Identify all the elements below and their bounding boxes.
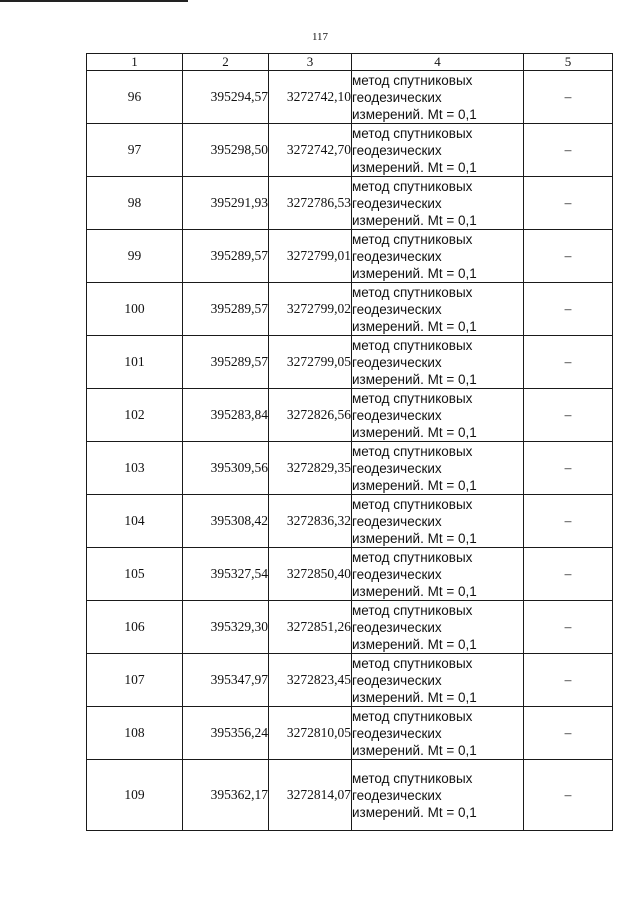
method-line: геодезических	[352, 301, 442, 317]
method-line: геодезических	[352, 142, 442, 158]
method-line: измерений. Mt = 0,1	[352, 636, 477, 652]
table-row	[87, 336, 613, 389]
coordinate-x: 395289,57	[183, 230, 269, 283]
column-header-3: 3	[269, 54, 352, 71]
method-line: геодезических	[352, 672, 442, 688]
note-dash: –	[524, 71, 613, 124]
method-line: измерений. Mt = 0,1	[352, 371, 477, 387]
coordinate-y: 3272826,56	[269, 389, 352, 442]
method-line: геодезических	[352, 248, 442, 264]
coordinate-y: 3272742,10	[269, 71, 352, 124]
method-description	[352, 71, 524, 124]
method-line: измерений. Mt = 0,1	[352, 530, 477, 546]
method-line: метод спутниковых	[352, 231, 473, 247]
scan-edge-mark	[0, 0, 188, 2]
table-row	[87, 283, 613, 336]
page-number: 117	[311, 31, 329, 43]
column-header-5: 5	[524, 54, 613, 71]
column-header-4: 4	[352, 54, 524, 71]
method-line: метод спутниковых	[352, 770, 473, 786]
table-row	[87, 389, 613, 442]
coordinate-y: 3272810,05	[269, 707, 352, 760]
table-row	[87, 177, 613, 230]
coordinate-x: 395308,42	[183, 495, 269, 548]
table-row	[87, 495, 613, 548]
coordinate-y: 3272742,70	[269, 124, 352, 177]
method-line: геодезических	[352, 725, 442, 741]
method-line: измерений. Mt = 0,1	[352, 318, 477, 334]
note-dash: –	[524, 124, 613, 177]
point-number: 97	[87, 124, 183, 177]
table-row	[87, 442, 613, 495]
note-dash: –	[524, 495, 613, 548]
method-line: геодезических	[352, 195, 442, 211]
note-dash: –	[524, 389, 613, 442]
coordinate-y: 3272829,35	[269, 442, 352, 495]
table-body	[87, 71, 613, 831]
header-row	[87, 54, 613, 71]
table-header	[87, 54, 613, 71]
note-dash: –	[524, 177, 613, 230]
column-header-2: 2	[183, 54, 269, 71]
coordinate-y: 3272786,53	[269, 177, 352, 230]
coordinate-y: 3272799,05	[269, 336, 352, 389]
coordinate-x: 395347,97	[183, 654, 269, 707]
method-description	[352, 548, 524, 601]
method-description	[352, 283, 524, 336]
table-row	[87, 601, 613, 654]
coordinate-x: 395356,24	[183, 707, 269, 760]
method-line: метод спутниковых	[352, 125, 473, 141]
method-description	[352, 760, 524, 831]
method-line: измерений. Mt = 0,1	[352, 804, 477, 820]
coordinate-x: 395289,57	[183, 336, 269, 389]
point-number: 107	[87, 654, 183, 707]
point-number: 109	[87, 760, 183, 831]
method-line: измерений. Mt = 0,1	[352, 583, 477, 599]
method-line: метод спутниковых	[352, 549, 473, 565]
coordinate-y: 3272799,02	[269, 283, 352, 336]
point-number: 101	[87, 336, 183, 389]
method-line: метод спутниковых	[352, 72, 473, 88]
coordinate-x: 395283,84	[183, 389, 269, 442]
method-line: геодезических	[352, 787, 442, 803]
table-row	[87, 654, 613, 707]
point-number: 102	[87, 389, 183, 442]
coordinate-x: 395294,57	[183, 71, 269, 124]
method-description	[352, 124, 524, 177]
coordinate-x: 395291,93	[183, 177, 269, 230]
method-line: измерений. Mt = 0,1	[352, 424, 477, 440]
note-dash: –	[524, 654, 613, 707]
method-description	[352, 442, 524, 495]
table-row	[87, 548, 613, 601]
table-row	[87, 124, 613, 177]
method-line: измерений. Mt = 0,1	[352, 689, 477, 705]
coordinate-y: 3272799,01	[269, 230, 352, 283]
table-row	[87, 71, 613, 124]
point-number: 96	[87, 71, 183, 124]
method-description	[352, 389, 524, 442]
method-line: геодезических	[352, 566, 442, 582]
coordinate-x: 395298,50	[183, 124, 269, 177]
coordinate-x: 395289,57	[183, 283, 269, 336]
method-line: метод спутниковых	[352, 602, 473, 618]
point-number: 108	[87, 707, 183, 760]
method-line: измерений. Mt = 0,1	[352, 212, 477, 228]
method-line: геодезических	[352, 354, 442, 370]
method-description	[352, 495, 524, 548]
point-number: 106	[87, 601, 183, 654]
note-dash: –	[524, 548, 613, 601]
coordinate-y: 3272814,07	[269, 760, 352, 831]
method-line: геодезических	[352, 619, 442, 635]
coordinate-y: 3272836,32	[269, 495, 352, 548]
coordinate-x: 395362,17	[183, 760, 269, 831]
method-description	[352, 230, 524, 283]
coordinate-y: 3272850,40	[269, 548, 352, 601]
method-line: метод спутниковых	[352, 390, 473, 406]
method-line: геодезических	[352, 89, 442, 105]
method-line: метод спутниковых	[352, 655, 473, 671]
point-number: 103	[87, 442, 183, 495]
table-row	[87, 230, 613, 283]
method-line: метод спутниковых	[352, 337, 473, 353]
method-line: метод спутниковых	[352, 708, 473, 724]
method-line: измерений. Mt = 0,1	[352, 742, 477, 758]
coordinate-x: 395327,54	[183, 548, 269, 601]
coordinate-y: 3272823,45	[269, 654, 352, 707]
method-line: измерений. Mt = 0,1	[352, 477, 477, 493]
note-dash: –	[524, 336, 613, 389]
point-number: 99	[87, 230, 183, 283]
note-dash: –	[524, 707, 613, 760]
method-description	[352, 177, 524, 230]
point-number: 98	[87, 177, 183, 230]
note-dash: –	[524, 283, 613, 336]
method-description	[352, 601, 524, 654]
method-line: геодезических	[352, 407, 442, 423]
method-description	[352, 707, 524, 760]
table-row	[87, 707, 613, 760]
method-description	[352, 654, 524, 707]
coordinate-x: 395329,30	[183, 601, 269, 654]
point-number: 104	[87, 495, 183, 548]
method-line: измерений. Mt = 0,1	[352, 159, 477, 175]
point-number: 105	[87, 548, 183, 601]
method-line: метод спутниковых	[352, 178, 473, 194]
method-line: метод спутниковых	[352, 284, 473, 300]
note-dash: –	[524, 442, 613, 495]
coordinate-x: 395309,56	[183, 442, 269, 495]
method-line: геодезических	[352, 513, 442, 529]
coordinate-y: 3272851,26	[269, 601, 352, 654]
note-dash: –	[524, 601, 613, 654]
note-dash: –	[524, 760, 613, 831]
note-dash: –	[524, 230, 613, 283]
method-line: метод спутниковых	[352, 496, 473, 512]
table-row	[87, 760, 613, 831]
method-line: измерений. Mt = 0,1	[352, 265, 477, 281]
method-line: геодезических	[352, 460, 442, 476]
column-header-1: 1	[87, 54, 183, 71]
point-number: 100	[87, 283, 183, 336]
method-description	[352, 336, 524, 389]
coordinates-table	[86, 53, 613, 831]
method-line: измерений. Mt = 0,1	[352, 106, 477, 122]
method-line: метод спутниковых	[352, 443, 473, 459]
